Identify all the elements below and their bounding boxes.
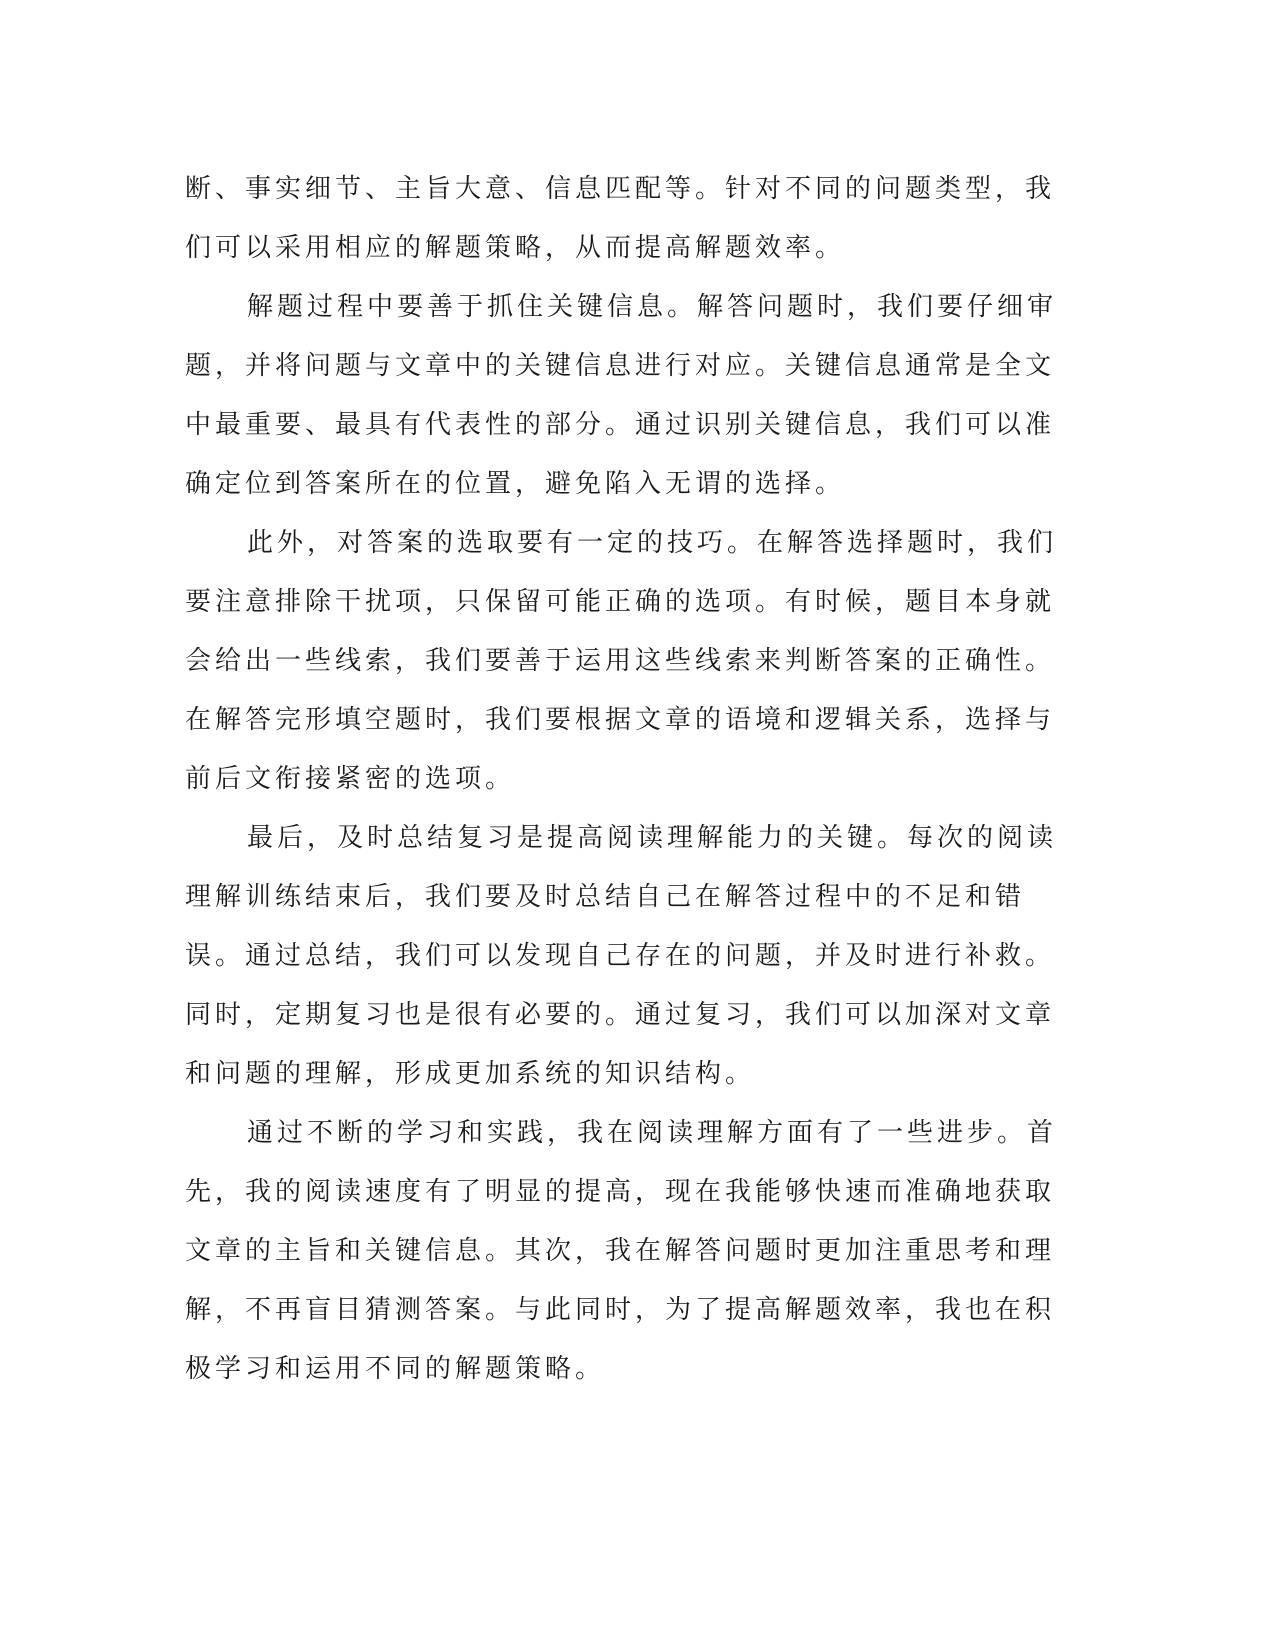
paragraph-4: 最后，及时总结复习是提高阅读理解能力的关键。每次的阅读理解训练结束后，我们要及时总结自己在解答过程中的不足和错误。通过总结，我们可以发现自己存在的问题，并及时进行补救。同时，定期复习也是很有必要的。通过复习，我们可以加深对文章和问题的理解，形成更加系统的知识结构。: [185, 823, 1058, 1089]
document-body: [185, 160, 1065, 1399]
paragraph-3: 此外，对答案的选取要有一定的技巧。在解答选择题时，我们要注意排除干扰项，只保留可能正确的选项。有时候，题目本身就会给出一些线索，我们要善于运用这些线索来判断答案的正确性。在解答完形填空题时，我们要根据文章的语境和逻辑关系，选择与前后文衔接紧密的选项。: [185, 528, 1058, 794]
paragraph-2: 解题过程中要善于抓住关键信息。解答问题时，我们要仔细审题，并将问题与文章中的关键信息进行对应。关键信息通常是全文中最重要、最具有代表性的部分。通过识别关键信息，我们可以准确定位到答案所在的位置，避免陷入无谓的选择。: [185, 292, 1058, 499]
paragraph-1: 断、事实细节、主旨大意、信息匹配等。针对不同的问题类型，我们可以采用相应的解题策略，从而提高解题效率。: [185, 174, 1056, 263]
paragraph-5: 通过不断的学习和实践，我在阅读理解方面有了一些进步。首先，我的阅读速度有了明显的提高，现在我能够快速而准确地获取文章的主旨和关键信息。其次，我在解答问题时更加注重思考和理解，不再盲目猜测答案。与此同时，为了提高解题效率，我也在积极学习和运用不同的解题策略。: [185, 1118, 1058, 1384]
